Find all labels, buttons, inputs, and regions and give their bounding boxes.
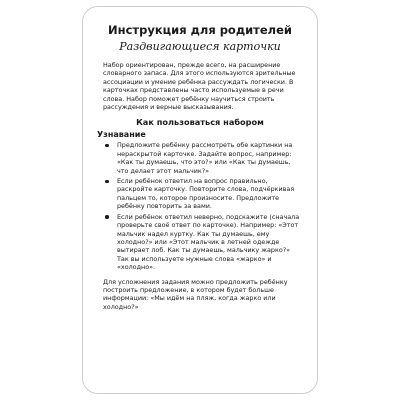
- bullet-icon: [105, 180, 109, 184]
- sub-heading: Узнавание: [97, 130, 146, 140]
- card-title: Инструкция для родителей: [108, 23, 292, 37]
- step-text: Если ребёнок ответил неверно, подскажите (сначала проверьте своё ответ по карточке). Например: «Этот мальчик надел куртку. Как ты думаешь, ему холодно?» или «Этот мальчик в летней одежде вытирает лоб. Как ты думаешь, мальчику жарко?» Так вы используете нужные слова «жарко» и «холодно».: [117, 212, 300, 272]
- instruction-card: [82, 6, 318, 394]
- bullet-icon: [105, 144, 109, 148]
- step-item: [97, 177, 303, 211]
- intro-paragraph: Набор ориентирован, прежде всего, на расширение словарного запаса. Для этого используются зрительные ассоциации и умение ребёнка рассуждать логически. В карточках представлены часто используемые в речи слова. Набор поможет ребёнку научиться строить рассуждения и верные высказывания.: [103, 61, 296, 112]
- steps-list: [97, 141, 303, 271]
- step-item: [97, 213, 303, 272]
- card-content: [83, 7, 317, 311]
- card-subtitle: Раздвигающиеся карточки: [119, 40, 281, 53]
- outro-paragraph: Для усложнения задания можно предложить ребёнку построить предложение, в котором будет больше информации: «Мы идём на пляж, когда жарко или холодно?»: [103, 277, 288, 311]
- bullet-icon: [105, 215, 109, 219]
- step-text: Если ребёнок ответил на вопрос правильно, раскройте карточку. Повторите слова, подчёркивая пальцем то, которое произносите. Предложите ребёнку повторить за вами.: [117, 177, 295, 211]
- section-title: Как пользоваться набором: [136, 117, 264, 128]
- step-item: [97, 141, 303, 175]
- step-text: Предложите ребёнку рассмотреть обе картинки на нераскрытой карточке. Задайте вопрос, например: «Как ты думаешь, что это?» или «Как ты думаешь, что делает этот мальчик?»: [117, 141, 293, 175]
